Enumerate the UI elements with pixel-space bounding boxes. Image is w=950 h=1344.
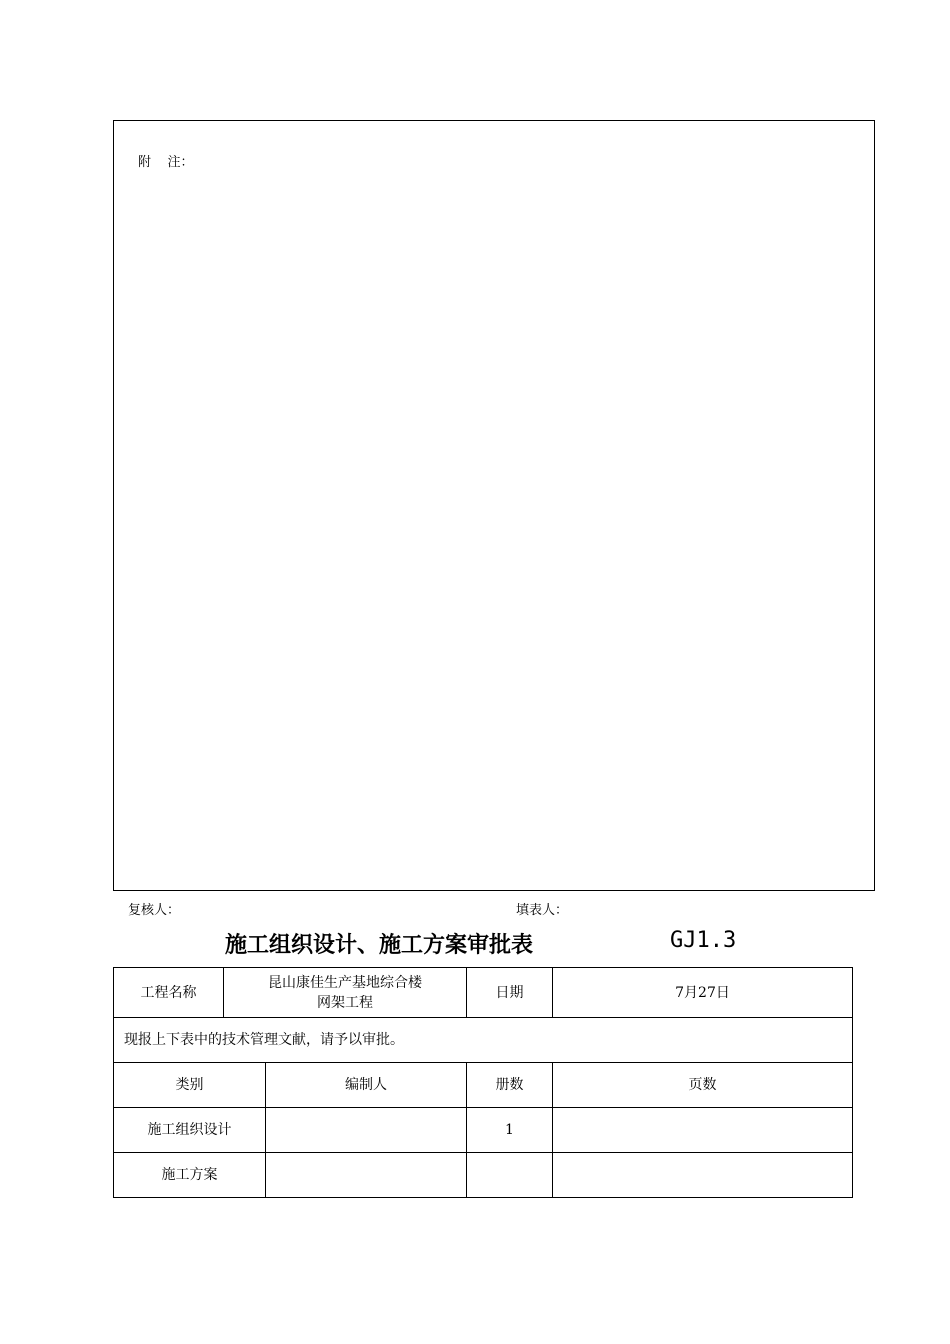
header-category: 类别 <box>114 1063 266 1108</box>
notes-label: 附 注： <box>138 155 194 170</box>
filler-label: 填表人： <box>516 903 569 918</box>
row-pages <box>553 1108 853 1153</box>
table-row <box>114 1108 853 1153</box>
header-author: 编制人 <box>266 1063 467 1108</box>
date-label: 日期 <box>467 968 553 1018</box>
row-author <box>266 1108 467 1153</box>
row-author <box>266 1153 467 1198</box>
row-pages <box>553 1153 853 1198</box>
request-row <box>114 1018 853 1063</box>
row-volumes: 1 <box>467 1108 553 1153</box>
header-pages: 页数 <box>553 1063 853 1108</box>
project-row <box>114 968 853 1018</box>
form-title: 施工组织设计、施工方案审批表 <box>225 932 534 958</box>
project-name-cell <box>224 968 467 1018</box>
header-row <box>114 1063 853 1108</box>
project-label: 工程名称 <box>114 968 224 1018</box>
header-volumes: 册数 <box>467 1063 553 1108</box>
project-name-line1: 昆山康佳生产基地综合楼 <box>268 974 422 991</box>
date-value: 7月27日 <box>553 968 853 1018</box>
reviewer-label: 复核人： <box>128 903 181 918</box>
row-category: 施工方案 <box>114 1153 266 1198</box>
row-category: 施工组织设计 <box>114 1108 266 1153</box>
project-name-line2: 网架工程 <box>317 994 373 1011</box>
approval-table <box>113 967 853 1198</box>
notes-box <box>113 120 875 891</box>
table-row <box>114 1153 853 1198</box>
form-code: GJ1.3 <box>670 928 737 953</box>
request-text: 现报上下表中的技术管理文献，请予以审批。 <box>114 1018 853 1063</box>
row-volumes <box>467 1153 553 1198</box>
